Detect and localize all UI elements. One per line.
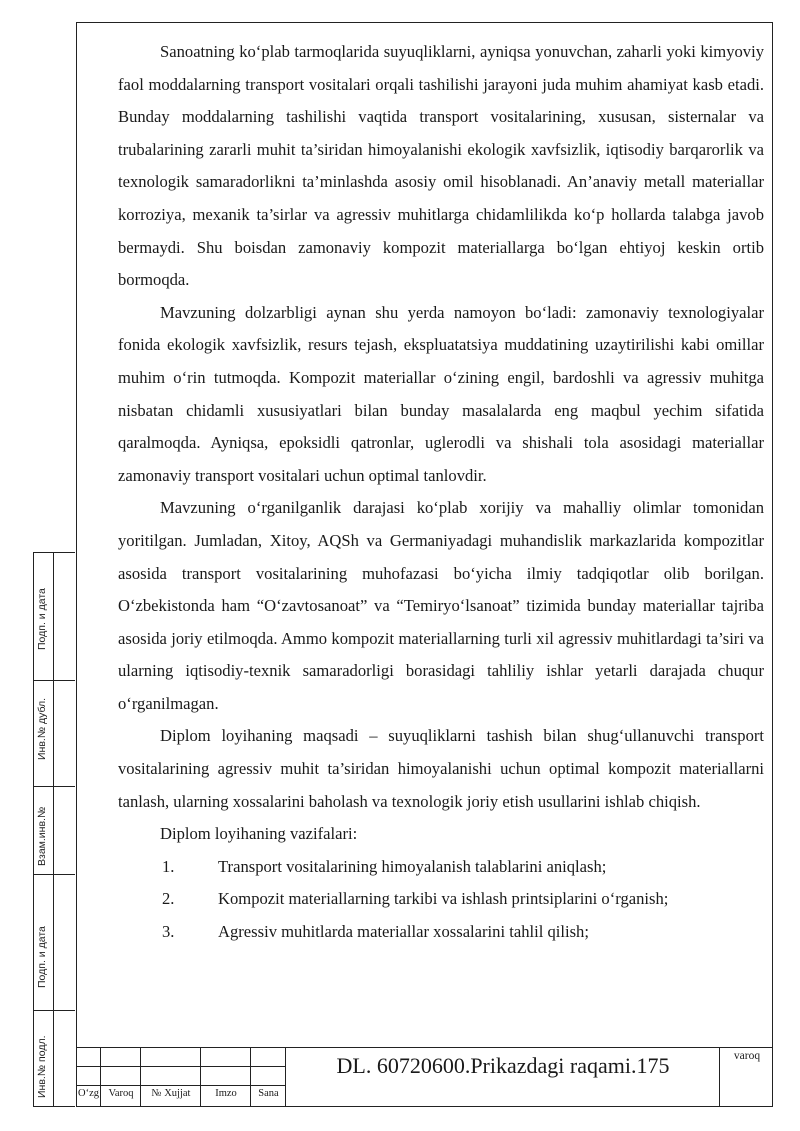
task-text: Agressiv muhitlarda materiallar xossalarini tahlil qilish; (218, 922, 589, 942)
sheet-label: varoq (733, 1050, 761, 1062)
side-label-duplicate-inv: Инв.№ дубл. (36, 697, 48, 760)
paragraph-intro: Sanoatning ko‘plab tarmoqlarida suyuqliklarni, ayniqsa yonuvchan, zaharli yoki kimyoviy faol moddalarning transport vositalari orqali tashilishi jarayoni juda muhim ahamiyat kasb etadi. Bunday moddalarning tashilishi vaqtida transport vositalarining, xususan, sisternalar va trubalarining zararli muhit ta’siridan himoyalanishi ekologik xavfsizlik, iqtisodiy barqarorlik va texnologik samaradorlikni ta’minlashda asosiy omil hisoblanadi. An’anaviy metall materiallar korroziya, mexanik ta’sirlar va agressiv muhitlarga chidamlilikda ko‘p hollarda talabga javob bermaydi. Shu boisdan zamonaviy kompozit materiallarga bo‘lgan ehtiyoj keskin ortib bormoqda. (118, 42, 764, 290)
header-change: O‘zg (78, 1088, 99, 1099)
paragraph-tasks-heading: Diplom loyihaning vazifalari: (160, 824, 358, 844)
document-body (118, 36, 764, 949)
header-sheet: Varoq (108, 1088, 134, 1099)
side-stamp-divider (53, 552, 54, 1107)
side-stamp-divider (33, 874, 75, 875)
title-block-row-line (76, 1066, 286, 1067)
task-number: 1. (162, 856, 175, 876)
document-code: DL. 60720600.Prikazdagi raqami.175 (336, 1053, 670, 1078)
paragraph-goal: Diplom loyihaning maqsadi – suyuqliklarni tashish bilan shug‘ullanuvchi transport vositalarining agressiv muhit ta’siridan himoyalanishi uchun optimal kompozit materiallarni tanlash, ularning xossalarini baholash va texnologik joriy etish usullarini ishlab chiqish. (118, 726, 764, 811)
side-stamp-divider (33, 786, 75, 787)
task-text: Transport vositalarining himoyalanish talablarini aniqlash; (218, 856, 607, 876)
side-label-original-inv: Инв.№ подл. (36, 1035, 48, 1098)
header-document-number: № Xujjat (151, 1088, 191, 1099)
task-number: 2. (162, 889, 175, 909)
side-stamp-divider (33, 680, 75, 681)
paragraph-relevance: Mavzuning dolzarbligi aynan shu yerda namoyon bo‘ladi: zamonaviy texnologiyalar fonida ekologik xavfsizlik, resurs tejash, ekspluatatsiya muddatining uzaytirilishi kabi omillar muhim o‘rin tutmoqda. Kompozit materiallar o‘zining engil, bardoshli va agressiv muhitga nisbatan chidamli xususiyatlari bilan bunday masalalarda eng maqbul yechim sifatida qaralmoqda. Ayniqsa, epoksidli qatronlar, uglerodli va shishali tola asosidagi materiallar zamonaviy transport vositalari uchun optimal tanlovdir. (118, 302, 764, 485)
task-item (118, 851, 764, 884)
side-label-sign-date: Подп. и дата (36, 926, 48, 988)
task-text: Kompozit materiallarning tarkibi va ishlash printsiplarini o‘rganish; (218, 889, 669, 909)
side-label-sign-date: Подп. и дата (36, 588, 48, 650)
header-signature: Imzo (215, 1088, 237, 1099)
side-stamp-divider (33, 1010, 75, 1011)
task-number: 3. (162, 922, 175, 942)
paragraph-study-level: Mavzuning o‘rganilganlik darajasi ko‘plab xorijiy va mahalliy olimlar tomonidan yoritilgan. Jumladan, Xitoy, AQSh va Germaniyadagi muhandislik markazlarida kompozitlar asosida transport vositalarining muhofazasi bo‘yicha ilmiy tadqiqotlar olib borilgan. O‘zbekistonda ham “O‘zavtosanoat” va “Temiryo‘lsanoat” tizimida bunday materiallar tajriba asosida joriy etilmoqda. Ammo kompozit materiallarning turli xil agressiv muhitlardagi ta’siri va ularning iqtisodiy-texnik samaradorligi borasidagi tahliliy ishlar yetarli darajada chuqur o‘rganilmagan. (118, 498, 764, 713)
task-item (118, 916, 764, 949)
header-date: Sana (258, 1088, 279, 1099)
side-label-replace-inv: Взам.инв.№ (36, 806, 48, 866)
task-item (118, 883, 764, 916)
title-block-row-line (76, 1085, 286, 1086)
